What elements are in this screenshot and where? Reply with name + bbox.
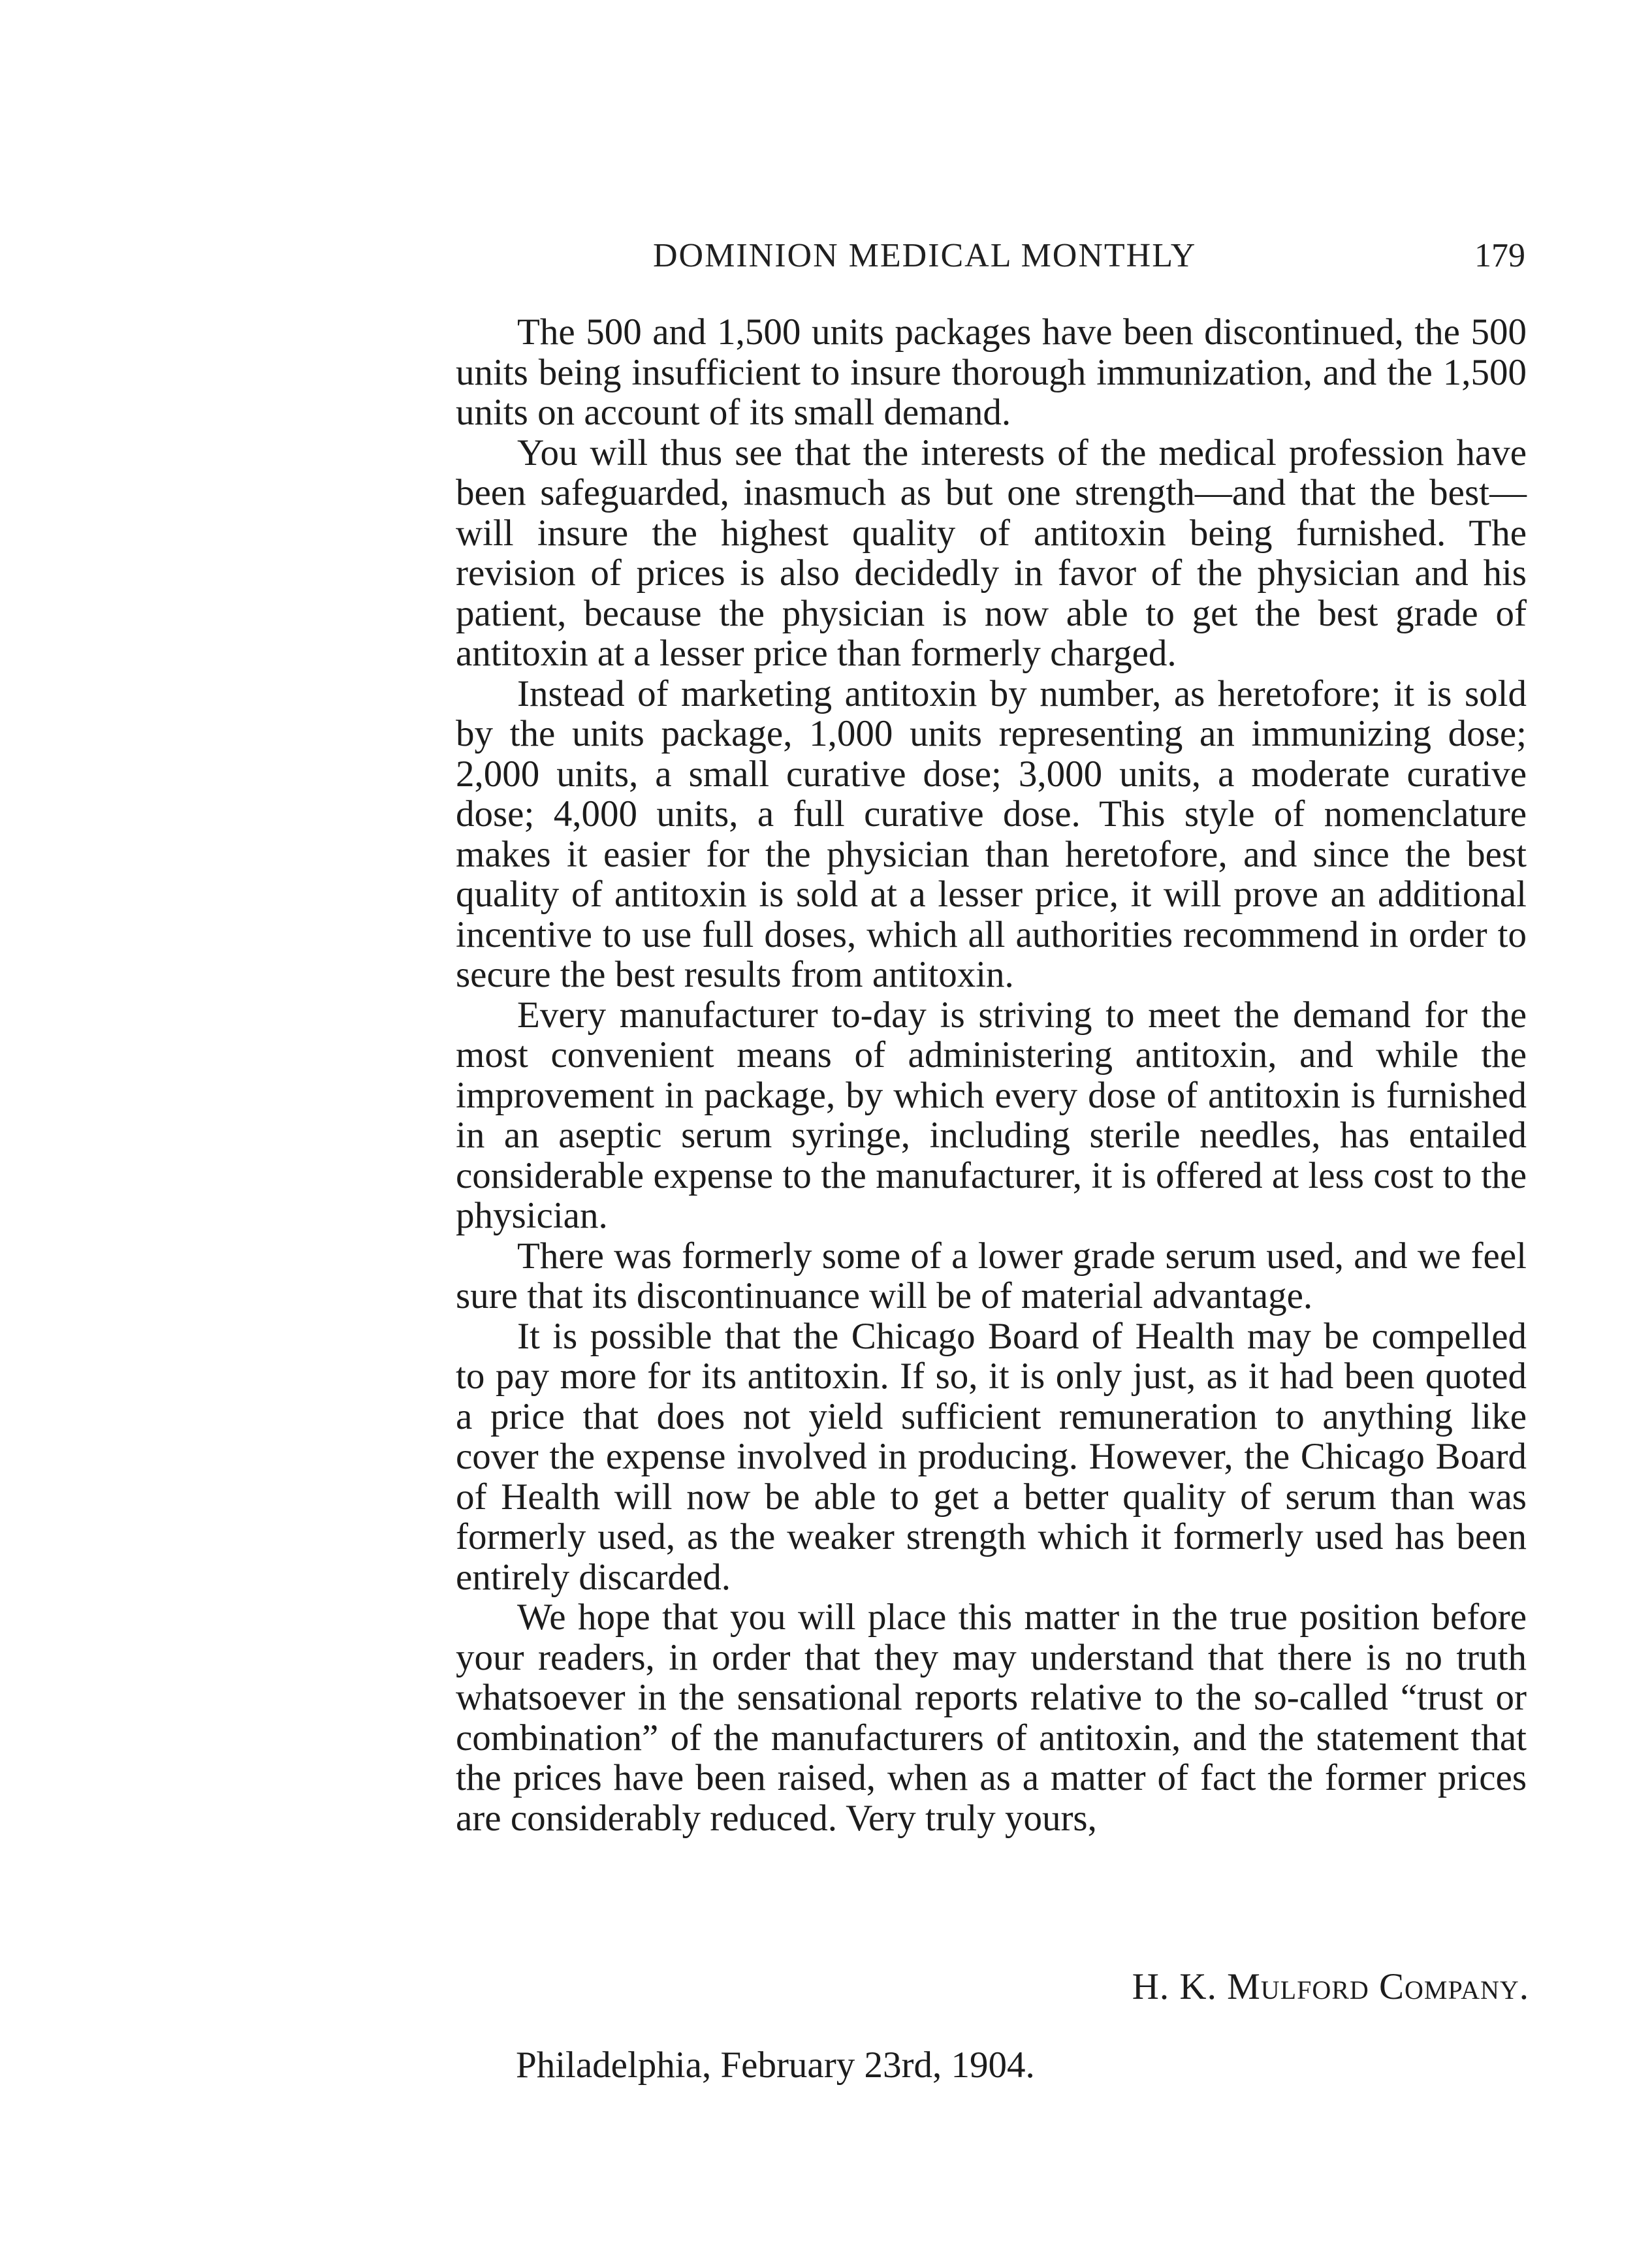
paragraph: It is possible that the Chicago Board of Health may be compelled to pay more for its antitoxin. If so, it is only just, as it had been quoted a price that does not yield sufficient remuneration to anything like cover the expense involved in producing. However, the Chicago Board of Health will now be able to get a better quality of serum than was formerly used, as the weaker strength which it formerly used has been entirely discarded. [456,1315,1527,1598]
paragraph: The 500 and 1,500 units packages have been discontinued, the 500 units being insufficient to insure thorough immunization, and the 1,500 units on account of its small demand. [456,311,1527,433]
paragraph: There was formerly some of a lower grade serum used, and we feel sure that its discontinuance will be of material advantage. [456,1235,1527,1316]
paragraph: Instead of marketing antitoxin by number, as heretofore; it is sold by the units package, 1,000 units representing an immunizing dose; 2,000 units, a small curative dose; 3,000 units, a moderate curative dose; 4,000 units, a full curative dose. This style of nomenclature makes it easier for the physician than heretofore, and since the best quality of antitoxin is sold at a lesser price, it will prove an additional incentive to use full doses, which all authorities recommend in order to secure the best results from antitoxin. [456,673,1527,995]
journal-title: DOMINION MEDICAL MONTHLY [653,237,1197,274]
paragraph: Every manufacturer to-day is striving to meet the demand for the most convenient means of administering antitoxin, and while the improvement in package, by which every dose of antitoxin is furnished in an aseptic serum syringe, including sterile needles, has entailed considerable expense to the manufacturer, it is offered at less cost to the physician. [456,994,1527,1236]
dateline: Philadelphia, February 23rd, 1904. [516,2045,1035,2086]
letter-body [456,312,1527,1838]
page-number: 179 [1474,237,1525,274]
signature: H. K. Mulford Company. [1132,1966,1529,2007]
running-head [457,236,1525,283]
paragraph: You will thus see that the interests of the medical profession have been safeguarded, inasmuch as but one strength—and that the best—will insure the highest quality of antitoxin being furnished. The revision of prices is also decidedly in favor of the physician and his patient, because the physician is now able to get the best grade of antitoxin at a lesser price than formerly charged. [456,432,1527,674]
paragraph: We hope that you will place this matter in the true position before your readers, in order that they may understand that there is no truth whatsoever in the sensational reports relative to the so-called “trust or combination” of the manufacturers of antitoxin, and the statement that the prices have been raised, when as a matter of fact the former prices are considerably reduced. Very truly yours, [456,1597,1527,1839]
